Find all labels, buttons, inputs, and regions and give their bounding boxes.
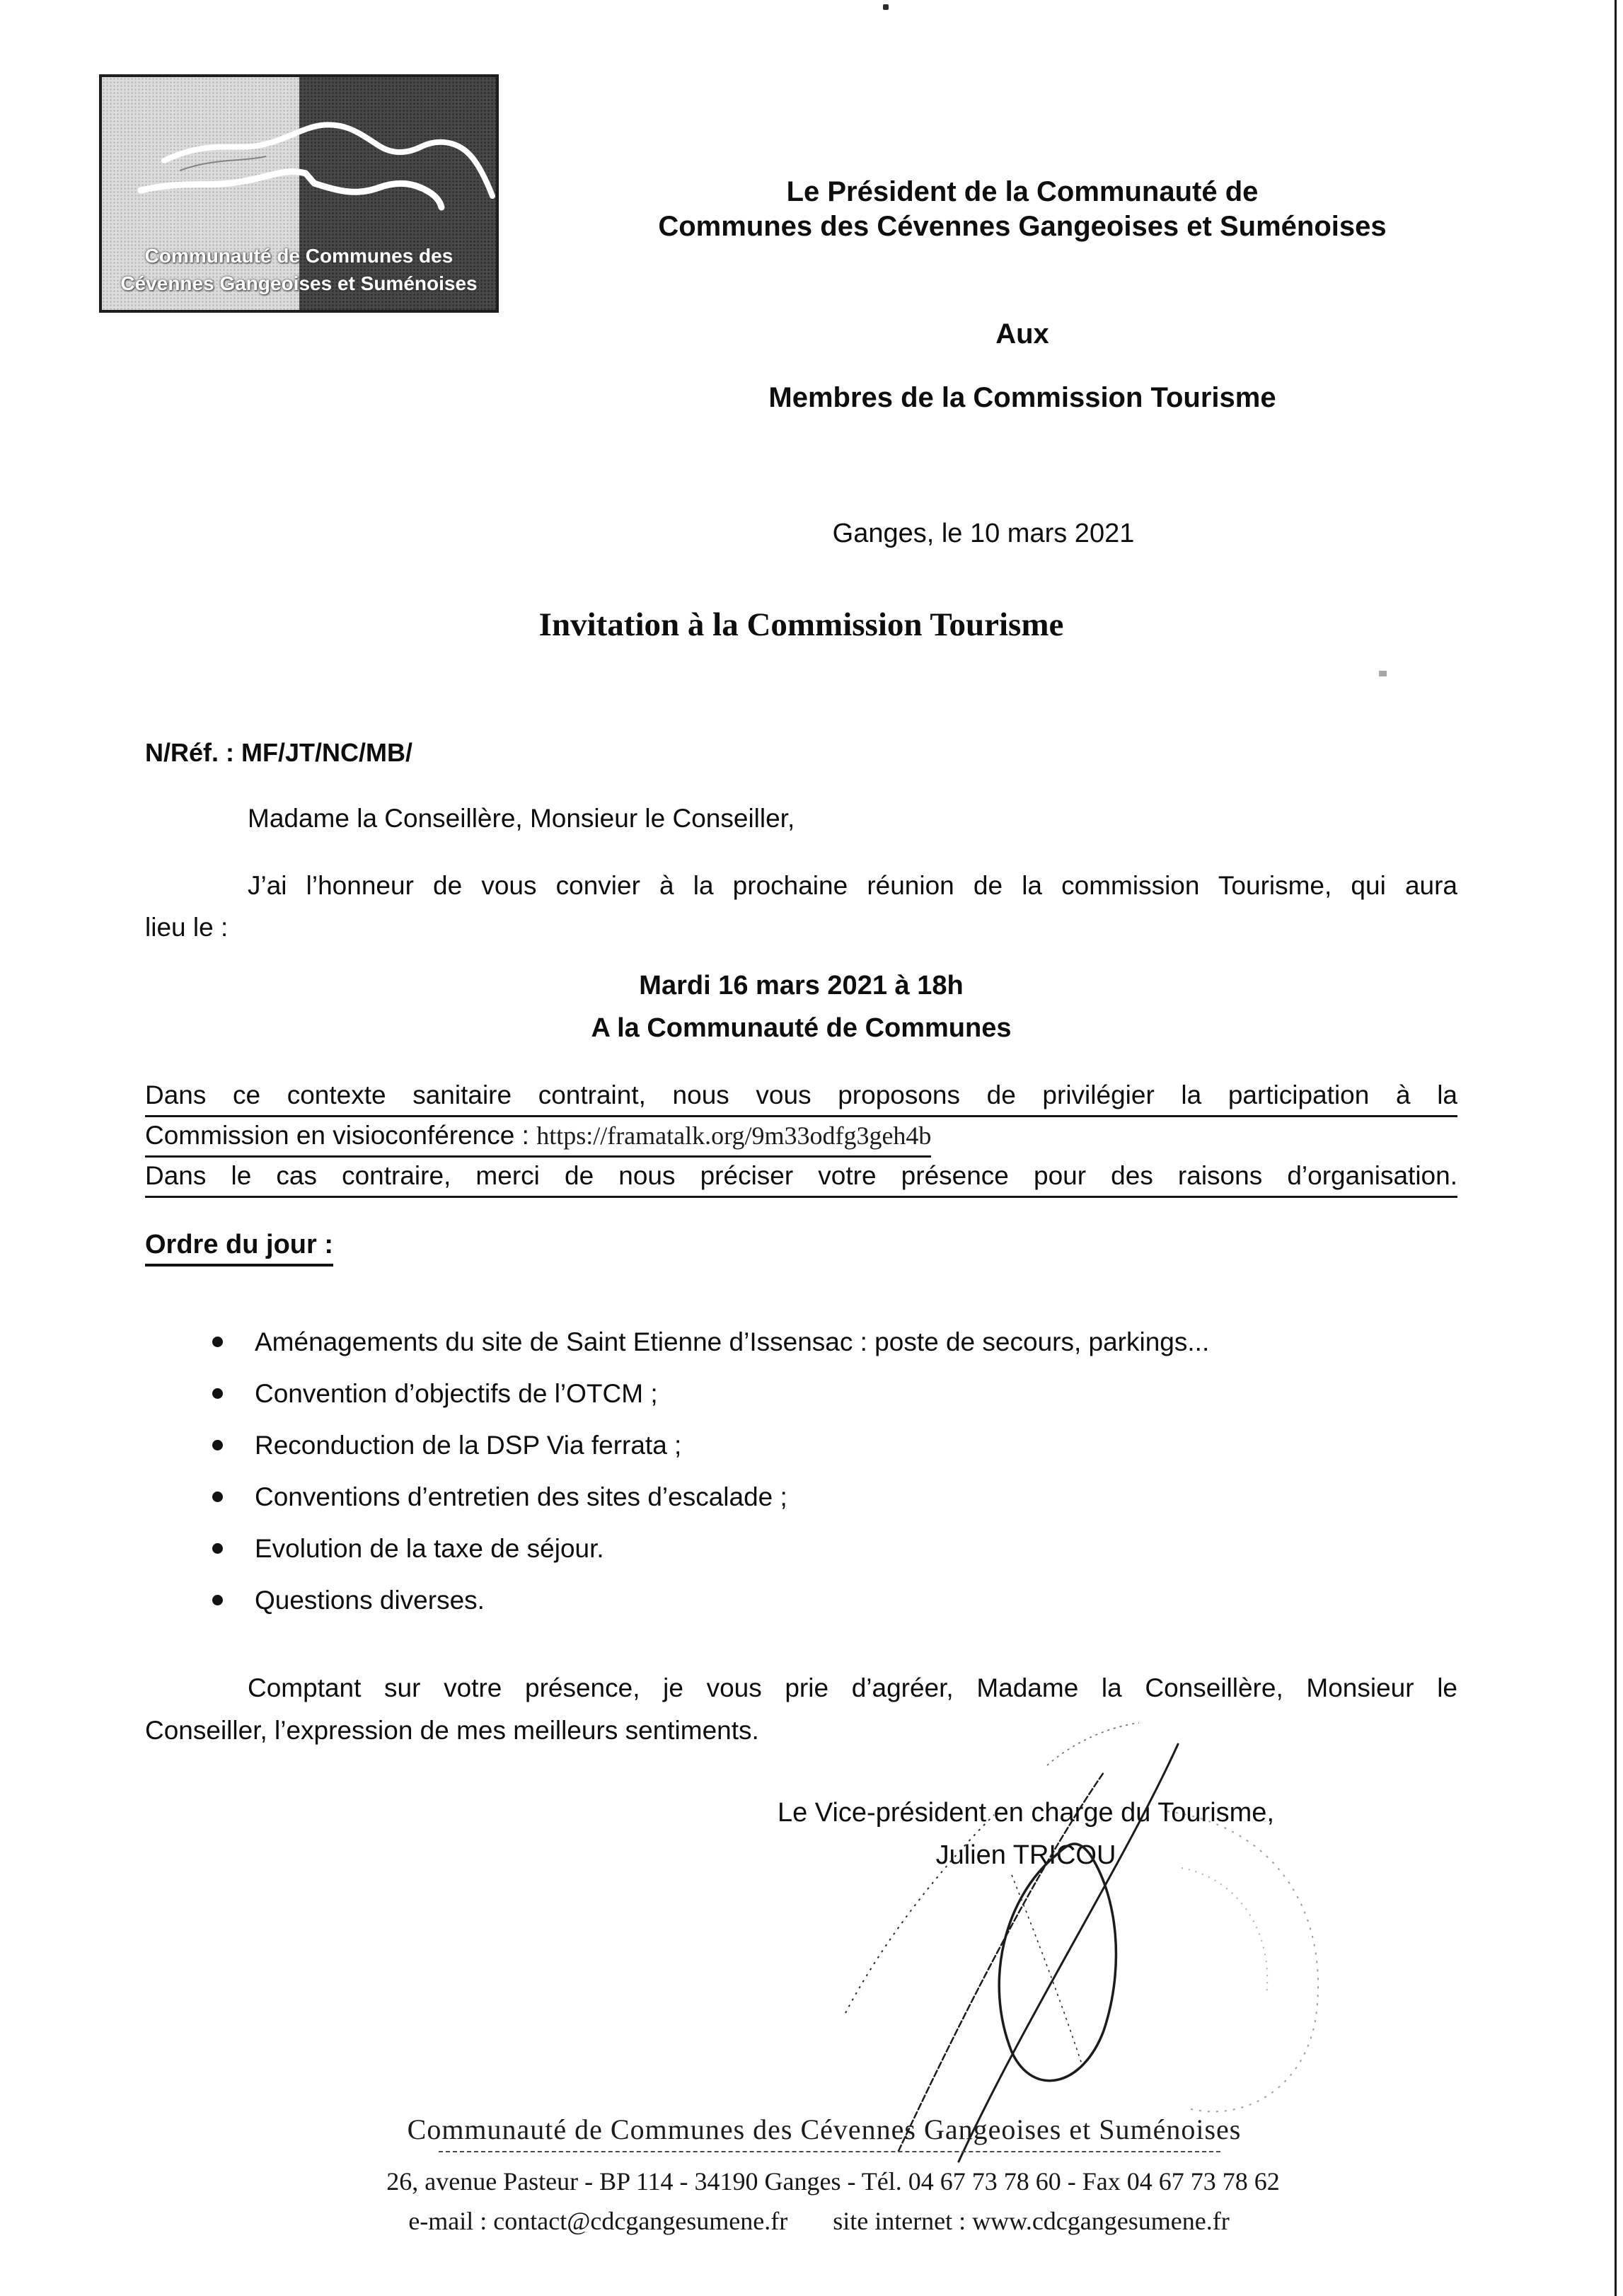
recipient-block [630,175,1415,415]
scan-edge-line [1615,0,1617,2296]
meeting-block [145,964,1457,1049]
logo-caption-line2: Cévennes Gangeoises et Suménoises [120,272,478,294]
footer-org: Communauté de Communes des Cévennes Gangeoises et Suménoises [407,2113,1242,2145]
intro-line1: J’ai l’honneur de vous convier à la prochaine réunion de la commission Tourisme, qui aura [248,871,1457,900]
footer-email: e-mail : contact@cdcgangesumene.fr [408,2207,788,2235]
salutation: Madame la Conseillère, Monsieur le Conseiller, [248,804,795,833]
covid-line3: Dans le cas contraire, merci de nous préciser votre présence pour des raisons d’organisation. [145,1158,1457,1198]
intro-paragraph [145,865,1457,948]
footer-site: site internet : www.cdcgangesumene.fr [833,2207,1230,2235]
agenda-item: Aménagements du site de Saint Etienne d’Issensac : poste de secours, parkings... [145,1327,1457,1357]
covid-line2 [145,1118,1457,1158]
agenda-heading-text: Ordre du jour : [145,1230,333,1267]
recipient-line1: Le Président de la Communauté de [786,176,1259,207]
recipient-members: Membres de la Commission Tourisme [768,382,1276,413]
signature-name: Julien TRICOU [935,1840,1116,1870]
logo-caption [102,242,496,297]
footer-address: 26, avenue Pasteur - BP 114 - 34190 Ganges - Tél. 04 67 73 78 60 - Fax 04 67 73 78 62 [386,2167,1280,2196]
footer-divider [439,2151,1220,2152]
agenda-list [145,1327,1457,1637]
meeting-datetime: Mardi 16 mars 2021 à 18h [639,971,964,1000]
agenda-item: Questions diverses. [145,1586,1457,1615]
agenda-item: Convention d’objectifs de l’OTCM ; [145,1379,1457,1409]
reference-number: N/Réf. : MF/JT/NC/MB/ [145,738,412,767]
footer-contact-line [163,2206,1475,2236]
agenda-item: Reconduction de la DSP Via ferrata ; [145,1431,1457,1460]
scan-dot-artifact [883,4,889,10]
framatalk-link[interactable]: https://framatalk.org/9m33odfg3geh4b [536,1121,932,1150]
covid-line1: Dans ce contexte sanitaire contraint, nous vous proposons de privilégier la participation à la [145,1078,1457,1117]
agenda-item: Evolution de la taxe de séjour. [145,1534,1457,1564]
recipient-aux: Aux [995,318,1049,350]
signature-role: Le Vice-président en charge du Tourisme, [777,1798,1275,1828]
closing-line1: Comptant sur votre présence, je vous prie d’agréer, Madame la Conseillère, Monsieur le [248,1673,1457,1702]
recipient-line2: Communes des Cévennes Gangeoises et Suménoises [658,211,1387,242]
closing-paragraph [145,1667,1457,1752]
signature-block [637,1792,1415,1876]
page-title: Invitation à la Commission Tourisme [538,606,1064,643]
org-logo [99,74,499,313]
logo-caption-line1: Communauté de Communes des [144,245,454,267]
agenda-item: Conventions d’entretien des sites d’escalade ; [145,1482,1457,1512]
covid-line2-prefix: Commission en visioconférence : [145,1121,537,1150]
dateline: Ganges, le 10 mars 2021 [832,519,1135,548]
agenda-heading [145,1230,333,1267]
intro-line2: lieu le : [145,913,229,942]
meeting-location: A la Communauté de Communes [591,1013,1012,1043]
covid-notice [145,1078,1457,1199]
scan-speck-artifact [1379,671,1387,676]
closing-line2: Conseiller, l’expression de mes meilleurs sentiments. [145,1716,759,1745]
